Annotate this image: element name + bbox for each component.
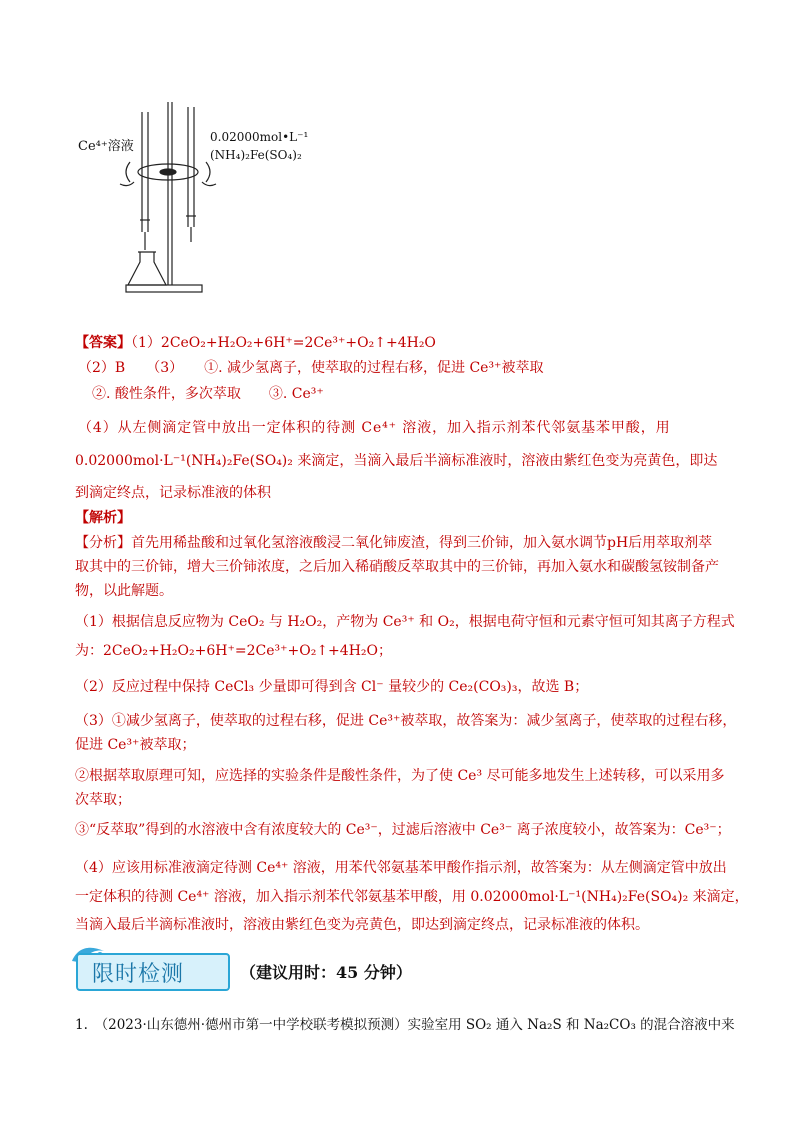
figure-left-label: Ce⁴⁺溶液: [78, 139, 134, 154]
answer-line-1: [75, 333, 436, 353]
answer-part-1: （1）2CeO₂+H₂O₂+6H⁺=2Ce³⁺+O₂↑+4H₂O: [131, 335, 436, 351]
answer-line-3: ②. 酸性条件，多次萃取 ③. Ce³⁺: [92, 386, 324, 402]
analysis-b2: 为：2CeO₂+H₂O₂+6H⁺=2Ce³⁺+O₂↑+4H₂O；: [75, 643, 392, 659]
analysis-a2: 取其中的三价铈，增大三价铈浓度，之后加入稀硝酸反萃取其中的三价铈，再加入氨水和碳酸氢铵制备产: [75, 559, 719, 575]
figure-right-label-2: (NH₄)₂Fe(SO₄)₂: [210, 148, 302, 162]
answer-line-2: （2）B （3） ①. 减少氢离子，使萃取的过程右移，促进 Ce³⁺被萃取: [78, 360, 544, 376]
analysis-g3: 当滴入最后半滴标准液时，溶液由紫红色变为亮黄色，即达到滴定终点，记录标准液的体积。: [75, 917, 649, 933]
answer-tag: 【答案】: [75, 335, 131, 351]
analysis-b1: （1）根据信息反应物为 CeO₂ 与 H₂O₂，产物为 Ce³⁺ 和 O₂，根据电荷守恒和元素守恒可知其离子方程式: [75, 614, 735, 630]
banner-title: 限时检测: [92, 962, 185, 987]
section-banner: [70, 943, 233, 989]
time-hint: （建议用时：45 分钟）: [240, 963, 412, 982]
apparatus-drawing: [70, 92, 330, 302]
analysis-g2: 一定体积的待测 Ce⁴⁺ 溶液，加入指示剂苯代邻氨基苯甲酸，用 0.02000mol·L⁻¹(NH₄)₂Fe(SO₄)₂ 来滴定，: [75, 889, 749, 905]
analysis-e1: ②根据萃取原理可知，应选择的实验条件是酸性条件，为了使 Ce³ 尽可能多地发生上述转移，可以采用多: [75, 768, 725, 784]
titration-apparatus-figure: [70, 92, 330, 302]
analysis-g1: （4）应该用标准液滴定待测 Ce⁴⁺ 溶液，用苯代邻氨基苯甲酸作指示剂，故答案为：从左侧滴定管中放出: [75, 860, 727, 876]
analysis-d1: （3）①减少氢离子，使萃取的过程右移，促进 Ce³⁺被萃取，故答案为：减少氢离子，使萃取的过程右移，: [75, 713, 737, 729]
question-1: 1. （2023·山东德州·德州市第一中学校联考模拟预测）实验室用 SO₂ 通入 Na₂S 和 Na₂CO₃ 的混合溶液中来: [75, 1017, 735, 1033]
analysis-a3: 物，以此解题。: [75, 583, 173, 599]
analysis-c1: （2）反应过程中保持 CeCl₃ 少量即可得到含 Cl⁻ 量较少的 Ce₂(CO₃)₃，故选 B；: [75, 679, 589, 695]
figure-right-label-1: 0.02000mol•L⁻¹: [210, 130, 309, 144]
answer-line-4a: （4）从左侧滴定管中放出一定体积的待测 Ce⁴⁺ 溶液，加入指示剂苯代邻氨基苯甲酸，用: [78, 420, 671, 436]
analysis-tag: 【解析】: [75, 510, 131, 526]
analysis-a1: 【分析】首先用稀盐酸和过氧化氢溶液酸浸二氧化铈废渣，得到三价铈，加入氨水调节pH后用萃取剂萃: [75, 535, 713, 551]
answer-line-4b: 0.02000mol·L⁻¹(NH₄)₂Fe(SO₄)₂ 来滴定，当滴入最后半滴标准液时，溶液由紫红色变为亮黄色，即达: [75, 453, 718, 469]
answer-line-4c: 到滴定终点，记录标准液的体积: [75, 485, 271, 501]
analysis-f1: ③“反萃取”得到的水溶液中含有浓度较大的 Ce³⁻，过滤后溶液中 Ce³⁻ 离子浓度较小，故答案为：Ce³⁻；: [75, 822, 731, 838]
analysis-e2: 次萃取；: [75, 792, 131, 808]
analysis-d2: 促进 Ce³⁺被萃取；: [75, 737, 196, 753]
